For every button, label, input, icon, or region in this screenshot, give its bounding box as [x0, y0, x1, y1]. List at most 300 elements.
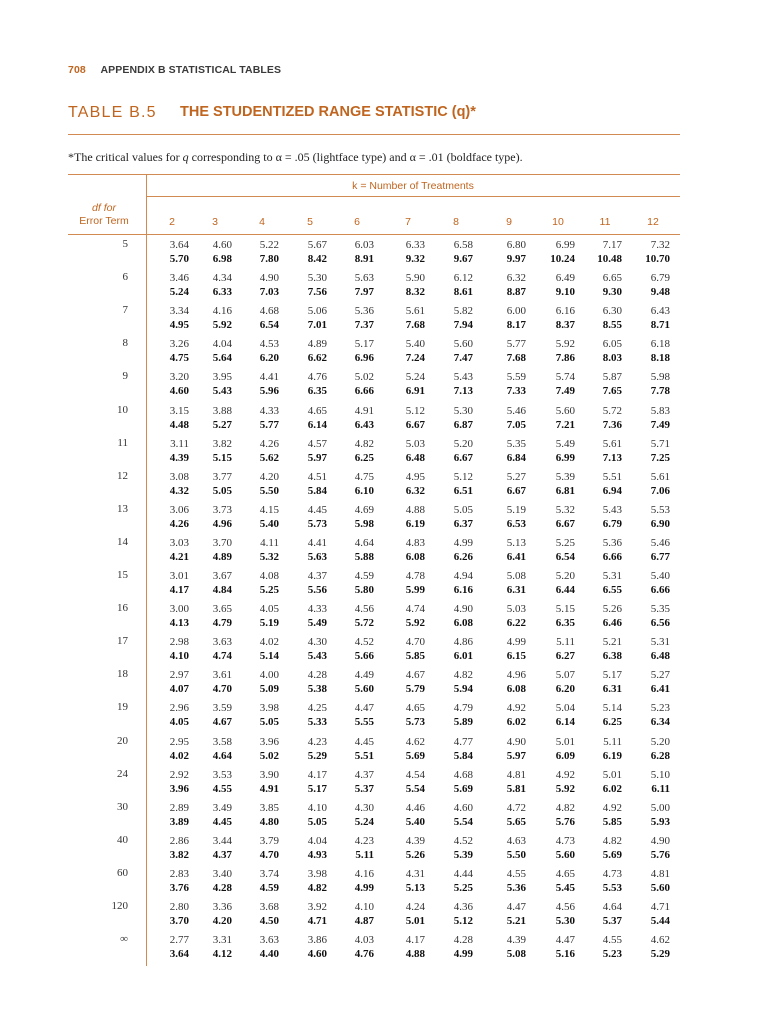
q-alpha-05: 5.22 [259, 239, 279, 251]
q-alpha-05: 5.61 [602, 437, 622, 450]
q-alpha-01: 5.09 [259, 683, 279, 696]
table-cell [541, 271, 575, 299]
q-alpha-01: 5.54 [453, 815, 473, 828]
q-alpha-05: 3.98 [259, 702, 279, 715]
table-row [68, 801, 680, 833]
q-alpha-01: 6.31 [602, 683, 622, 696]
q-alpha-01: 5.36 [506, 881, 526, 894]
q-alpha-01: 6.08 [453, 617, 473, 630]
table-cell [636, 735, 670, 763]
q-alpha-05: 4.73 [602, 867, 622, 880]
q-alpha-01: 7.37 [354, 319, 374, 332]
table-cell [636, 238, 670, 266]
q-alpha-05: 5.35 [650, 603, 670, 616]
q-alpha-05: 4.47 [354, 702, 374, 715]
q-alpha-05: 5.13 [506, 536, 526, 549]
q-alpha-05: 4.33 [307, 603, 327, 616]
q-alpha-05: 4.73 [555, 834, 575, 847]
q-alpha-05: 4.78 [405, 570, 425, 582]
table-row [68, 933, 680, 965]
q-alpha-01: 4.70 [212, 683, 232, 696]
q-alpha-01: 5.93 [650, 815, 670, 828]
q-alpha-05: 7.17 [602, 239, 622, 251]
table-row [68, 569, 680, 601]
q-alpha-05: 4.90 [453, 603, 473, 616]
table-cell [439, 933, 473, 961]
q-alpha-01: 7.94 [453, 319, 473, 332]
q-alpha-01: 3.89 [169, 815, 189, 828]
table-row [68, 503, 680, 535]
column-header: 6 [354, 216, 360, 228]
df-value: 8 [122, 337, 128, 350]
q-alpha-05: 4.16 [354, 867, 374, 880]
table-cell [439, 801, 473, 829]
q-alpha-01: 5.39 [453, 848, 473, 861]
q-alpha-05: 3.95 [212, 371, 232, 384]
q-alpha-05: 4.64 [602, 901, 622, 913]
q-alpha-01: 5.85 [602, 815, 622, 828]
q-alpha-01: 3.64 [169, 948, 189, 961]
q-alpha-01: 6.77 [650, 550, 670, 563]
header-rule [68, 234, 680, 235]
table-cell [391, 271, 425, 299]
q-alpha-01: 6.81 [555, 484, 575, 497]
q-alpha-05: 3.79 [259, 834, 279, 847]
table-cell [340, 503, 374, 531]
q-alpha-01: 5.97 [307, 451, 327, 464]
q-alpha-05: 4.39 [405, 834, 425, 847]
q-alpha-05: 4.74 [405, 603, 425, 616]
q-alpha-05: 6.18 [650, 338, 670, 351]
df-value: 20 [117, 734, 128, 747]
table-cell [293, 271, 327, 299]
table-cell [245, 602, 279, 630]
q-alpha-01: 6.27 [555, 650, 575, 663]
table-row [68, 602, 680, 634]
q-alpha-01: 5.92 [212, 319, 232, 332]
q-alpha-05: 4.94 [453, 570, 473, 582]
table-cell [340, 304, 374, 332]
df-value: 17 [117, 635, 128, 648]
table-cell [155, 668, 189, 696]
df-value: 120 [111, 900, 128, 912]
q-alpha-01: 6.20 [555, 683, 575, 696]
table-row [68, 834, 680, 866]
table-cell [439, 536, 473, 564]
table-cell [588, 404, 622, 432]
q-alpha-05: 4.82 [555, 801, 575, 814]
q-alpha-05: 5.02 [354, 371, 374, 384]
q-alpha-01: 5.19 [259, 617, 279, 630]
q-alpha-05: 5.27 [506, 470, 526, 483]
q-alpha-05: 3.08 [169, 470, 189, 483]
q-alpha-01: 5.23 [602, 948, 622, 961]
q-alpha-05: 5.14 [602, 702, 622, 715]
q-alpha-05: 4.55 [602, 934, 622, 947]
table-cell [492, 867, 526, 895]
q-alpha-01: 7.03 [259, 286, 279, 299]
q-alpha-01: 5.12 [453, 915, 473, 927]
q-alpha-01: 6.98 [212, 253, 232, 265]
q-alpha-05: 4.75 [354, 470, 374, 483]
q-alpha-01: 7.13 [602, 451, 622, 464]
q-alpha-05: 3.63 [259, 934, 279, 947]
q-alpha-05: 3.31 [212, 934, 232, 947]
table-cell [588, 867, 622, 895]
q-alpha-05: 5.12 [405, 404, 425, 417]
table-cell [391, 834, 425, 862]
q-alpha-05: 4.91 [354, 404, 374, 417]
q-alpha-01: 6.53 [506, 517, 526, 530]
q-alpha-01: 6.90 [650, 517, 670, 530]
table-cell [492, 536, 526, 564]
df-value: 18 [117, 668, 128, 681]
df-value: 60 [117, 866, 128, 879]
q-alpha-05: 6.05 [602, 338, 622, 351]
table-cell [293, 536, 327, 564]
q-alpha-05: 4.59 [354, 570, 374, 582]
q-alpha-01: 6.99 [555, 451, 575, 464]
q-alpha-01: 5.63 [307, 550, 327, 563]
q-alpha-01: 5.92 [555, 782, 575, 795]
q-alpha-01: 5.76 [555, 815, 575, 828]
q-alpha-01: 6.67 [405, 418, 425, 431]
q-alpha-05: 5.40 [650, 570, 670, 582]
q-alpha-01: 5.98 [354, 517, 374, 530]
q-alpha-05: 4.99 [453, 536, 473, 549]
table-cell [391, 470, 425, 498]
table-cell [340, 437, 374, 465]
q-alpha-05: 4.88 [405, 503, 425, 516]
table-cell [198, 900, 232, 928]
q-alpha-05: 4.99 [506, 636, 526, 649]
q-alpha-05: 5.49 [555, 437, 575, 450]
df-value: 40 [117, 833, 128, 846]
q-alpha-01: 6.20 [259, 352, 279, 365]
q-alpha-01: 5.97 [506, 749, 526, 762]
q-alpha-05: 4.49 [354, 669, 374, 682]
q-alpha-05: 4.89 [307, 338, 327, 351]
table-cell [245, 271, 279, 299]
table-cell [293, 304, 327, 332]
q-alpha-01: 6.46 [602, 617, 622, 630]
table-cell [492, 370, 526, 398]
table-cell [198, 238, 232, 266]
q-alpha-05: 4.81 [650, 867, 670, 880]
q-alpha-01: 5.51 [354, 749, 374, 762]
table-cell [155, 569, 189, 597]
q-alpha-01: 7.13 [453, 385, 473, 398]
table-cell [439, 470, 473, 498]
table-cell [492, 404, 526, 432]
table-cell [155, 635, 189, 663]
q-alpha-05: 5.87 [602, 371, 622, 384]
q-alpha-01: 6.28 [650, 749, 670, 762]
q-alpha-01: 8.55 [602, 319, 622, 332]
df-value: 14 [117, 535, 128, 548]
q-alpha-05: 4.62 [650, 934, 670, 947]
table-row [68, 404, 680, 436]
table-cell [340, 238, 374, 266]
q-alpha-05: 4.65 [555, 867, 575, 880]
q-alpha-05: 5.03 [506, 603, 526, 616]
q-alpha-05: 3.00 [169, 603, 189, 616]
q-alpha-05: 6.12 [453, 272, 473, 285]
q-alpha-01: 5.50 [506, 848, 526, 861]
table-cell [293, 569, 327, 597]
table-cell [391, 867, 425, 895]
q-alpha-01: 4.50 [259, 915, 279, 927]
table-cell [198, 304, 232, 332]
table-cell [636, 404, 670, 432]
table-cell [492, 503, 526, 531]
table-row [68, 735, 680, 767]
table-row [68, 668, 680, 700]
q-alpha-01: 5.88 [354, 550, 374, 563]
q-alpha-01: 5.99 [405, 584, 425, 596]
df-value: 5 [122, 238, 128, 250]
table-cell [198, 404, 232, 432]
q-alpha-05: 4.25 [307, 702, 327, 715]
q-alpha-01: 7.06 [650, 484, 670, 497]
q-alpha-05: 4.41 [307, 536, 327, 549]
table-cell [340, 735, 374, 763]
q-alpha-05: 4.30 [354, 801, 374, 814]
q-alpha-05: 4.92 [506, 702, 526, 715]
q-alpha-05: 4.47 [506, 901, 526, 913]
q-alpha-05: 6.65 [602, 272, 622, 285]
q-alpha-01: 6.09 [555, 749, 575, 762]
table-cell [245, 404, 279, 432]
q-alpha-05: 3.26 [169, 338, 189, 351]
table-title-row [68, 104, 680, 122]
q-alpha-01: 6.94 [602, 484, 622, 497]
q-alpha-05: 5.31 [602, 570, 622, 582]
q-alpha-01: 5.53 [602, 881, 622, 894]
q-alpha-01: 10.24 [550, 253, 575, 265]
q-alpha-01: 4.60 [169, 385, 189, 398]
table-cell [541, 867, 575, 895]
table-cell [439, 503, 473, 531]
q-alpha-01: 6.35 [307, 385, 327, 398]
table-cell [588, 933, 622, 961]
q-alpha-05: 4.92 [555, 768, 575, 781]
q-alpha-01: 4.28 [212, 881, 232, 894]
table-cell [391, 635, 425, 663]
q-alpha-01: 5.08 [506, 948, 526, 961]
table-cell [155, 238, 189, 266]
table-row [68, 768, 680, 800]
table-cell [155, 370, 189, 398]
q-alpha-01: 4.99 [354, 881, 374, 894]
q-alpha-01: 5.43 [307, 650, 327, 663]
df-value: 7 [122, 304, 128, 317]
table-cell [492, 668, 526, 696]
table-cell [588, 437, 622, 465]
q-alpha-05: 5.07 [555, 669, 575, 682]
q-alpha-01: 6.37 [453, 517, 473, 530]
q-alpha-05: 5.32 [555, 503, 575, 516]
q-alpha-05: 4.82 [453, 669, 473, 682]
q-alpha-05: 3.59 [212, 702, 232, 715]
q-alpha-05: 3.90 [259, 768, 279, 781]
q-alpha-05: 5.15 [555, 603, 575, 616]
q-alpha-05: 3.11 [170, 437, 189, 450]
table-cell [198, 437, 232, 465]
q-alpha-01: 8.32 [405, 286, 425, 299]
table-cell [588, 735, 622, 763]
q-alpha-01: 4.79 [212, 617, 232, 630]
table-cell [155, 437, 189, 465]
q-alpha-05: 4.63 [506, 834, 526, 847]
q-alpha-05: 6.33 [405, 239, 425, 251]
page-number: 708 [68, 64, 86, 76]
q-alpha-01: 4.99 [453, 948, 473, 961]
table-row [68, 701, 680, 733]
table-cell [391, 404, 425, 432]
q-alpha-05: 4.39 [506, 934, 526, 947]
table-cell [293, 668, 327, 696]
table-cell [588, 602, 622, 630]
table-cell [439, 867, 473, 895]
q-alpha-05: 5.82 [453, 305, 473, 318]
table-cell [541, 602, 575, 630]
table-cell [541, 834, 575, 862]
q-alpha-05: 5.03 [405, 437, 425, 450]
q-alpha-05: 2.98 [169, 636, 189, 649]
q-alpha-01: 7.49 [650, 418, 670, 431]
table-cell [340, 536, 374, 564]
table-cell [340, 834, 374, 862]
q-alpha-05: 2.86 [169, 834, 189, 847]
table-cell [293, 437, 327, 465]
q-alpha-01: 5.40 [259, 517, 279, 530]
q-alpha-01: 4.02 [169, 749, 189, 762]
q-alpha-05: 2.96 [169, 702, 189, 715]
q-alpha-01: 6.67 [506, 484, 526, 497]
table-cell [439, 635, 473, 663]
q-alpha-01: 10.48 [597, 253, 622, 265]
q-alpha-05: 5.43 [453, 371, 473, 384]
q-alpha-05: 5.23 [650, 702, 670, 715]
table-cell [340, 801, 374, 829]
table-cell [541, 701, 575, 729]
q-alpha-01: 4.89 [212, 550, 232, 563]
q-alpha-05: 2.92 [169, 768, 189, 781]
q-alpha-05: 5.20 [650, 735, 670, 748]
table-cell [636, 801, 670, 829]
q-alpha-05: 3.49 [212, 801, 232, 814]
table-cell [391, 701, 425, 729]
q-alpha-01: 5.49 [307, 617, 327, 630]
q-alpha-01: 5.64 [212, 352, 232, 365]
table-cell [588, 271, 622, 299]
q-alpha-01: 5.50 [259, 484, 279, 497]
table-cell [588, 503, 622, 531]
q-alpha-05: 5.53 [650, 503, 670, 516]
table-cell [293, 867, 327, 895]
table-cell [588, 668, 622, 696]
q-alpha-05: 4.82 [602, 834, 622, 847]
q-alpha-01: 5.29 [650, 948, 670, 961]
q-alpha-01: 8.03 [602, 352, 622, 365]
table-cell [293, 701, 327, 729]
q-alpha-01: 8.17 [506, 319, 526, 332]
table-cell [340, 867, 374, 895]
q-alpha-05: 5.36 [354, 305, 374, 318]
table-row [68, 238, 680, 270]
q-alpha-01: 4.84 [212, 584, 232, 596]
table-cell [492, 437, 526, 465]
table-cell [636, 933, 670, 961]
q-alpha-05: 5.60 [453, 338, 473, 351]
q-alpha-05: 3.40 [212, 867, 232, 880]
table-cell [293, 337, 327, 365]
table-cell [245, 470, 279, 498]
table-cell [439, 304, 473, 332]
table-cell [492, 933, 526, 961]
table-cell [636, 834, 670, 862]
q-alpha-01: 6.56 [650, 617, 670, 630]
q-alpha-05: 3.58 [212, 735, 232, 748]
q-alpha-01: 5.05 [212, 484, 232, 497]
q-alpha-05: 2.83 [169, 867, 189, 880]
q-alpha-05: 5.51 [602, 470, 622, 483]
q-alpha-01: 6.67 [453, 451, 473, 464]
q-alpha-05: 4.83 [405, 536, 425, 549]
q-alpha-01: 7.80 [259, 253, 279, 265]
table-cell [636, 768, 670, 796]
df-value: 6 [122, 271, 128, 284]
q-alpha-05: 2.95 [169, 735, 189, 748]
q-alpha-05: 5.39 [555, 470, 575, 483]
q-alpha-05: 4.64 [354, 536, 374, 549]
q-alpha-01: 5.24 [354, 815, 374, 828]
q-alpha-01: 5.69 [405, 749, 425, 762]
q-alpha-05: 4.54 [405, 768, 425, 781]
q-alpha-05: 5.11 [556, 636, 575, 649]
running-head [68, 64, 281, 76]
q-alpha-05: 4.95 [405, 470, 425, 483]
q-alpha-05: 6.16 [555, 305, 575, 318]
table-cell [439, 834, 473, 862]
table-cell [541, 635, 575, 663]
q-alpha-01: 5.73 [307, 517, 327, 530]
q-alpha-01: 6.66 [602, 550, 622, 563]
q-alpha-01: 4.87 [354, 915, 374, 927]
q-alpha-05: 3.74 [259, 867, 279, 880]
table-cell [636, 569, 670, 597]
q-alpha-05: 3.65 [212, 603, 232, 616]
q-alpha-01: 6.11 [651, 782, 670, 795]
q-alpha-05: 5.77 [506, 338, 526, 351]
q-alpha-01: 4.45 [212, 815, 232, 828]
table-cell [340, 470, 374, 498]
q-alpha-05: 4.04 [307, 834, 327, 847]
table-cell [155, 735, 189, 763]
footnote-text-post: corresponding to α = .05 (lightface type) and α = .01 (boldface type). [188, 150, 523, 164]
q-alpha-01: 5.11 [355, 848, 374, 861]
q-alpha-01: 5.32 [259, 550, 279, 563]
q-alpha-01: 8.87 [506, 286, 526, 299]
table-cell [588, 337, 622, 365]
table-cell [391, 503, 425, 531]
table-cell [155, 867, 189, 895]
q-alpha-05: 4.44 [453, 867, 473, 880]
q-alpha-01: 6.25 [354, 451, 374, 464]
table-cell [541, 437, 575, 465]
table-cell [155, 834, 189, 862]
